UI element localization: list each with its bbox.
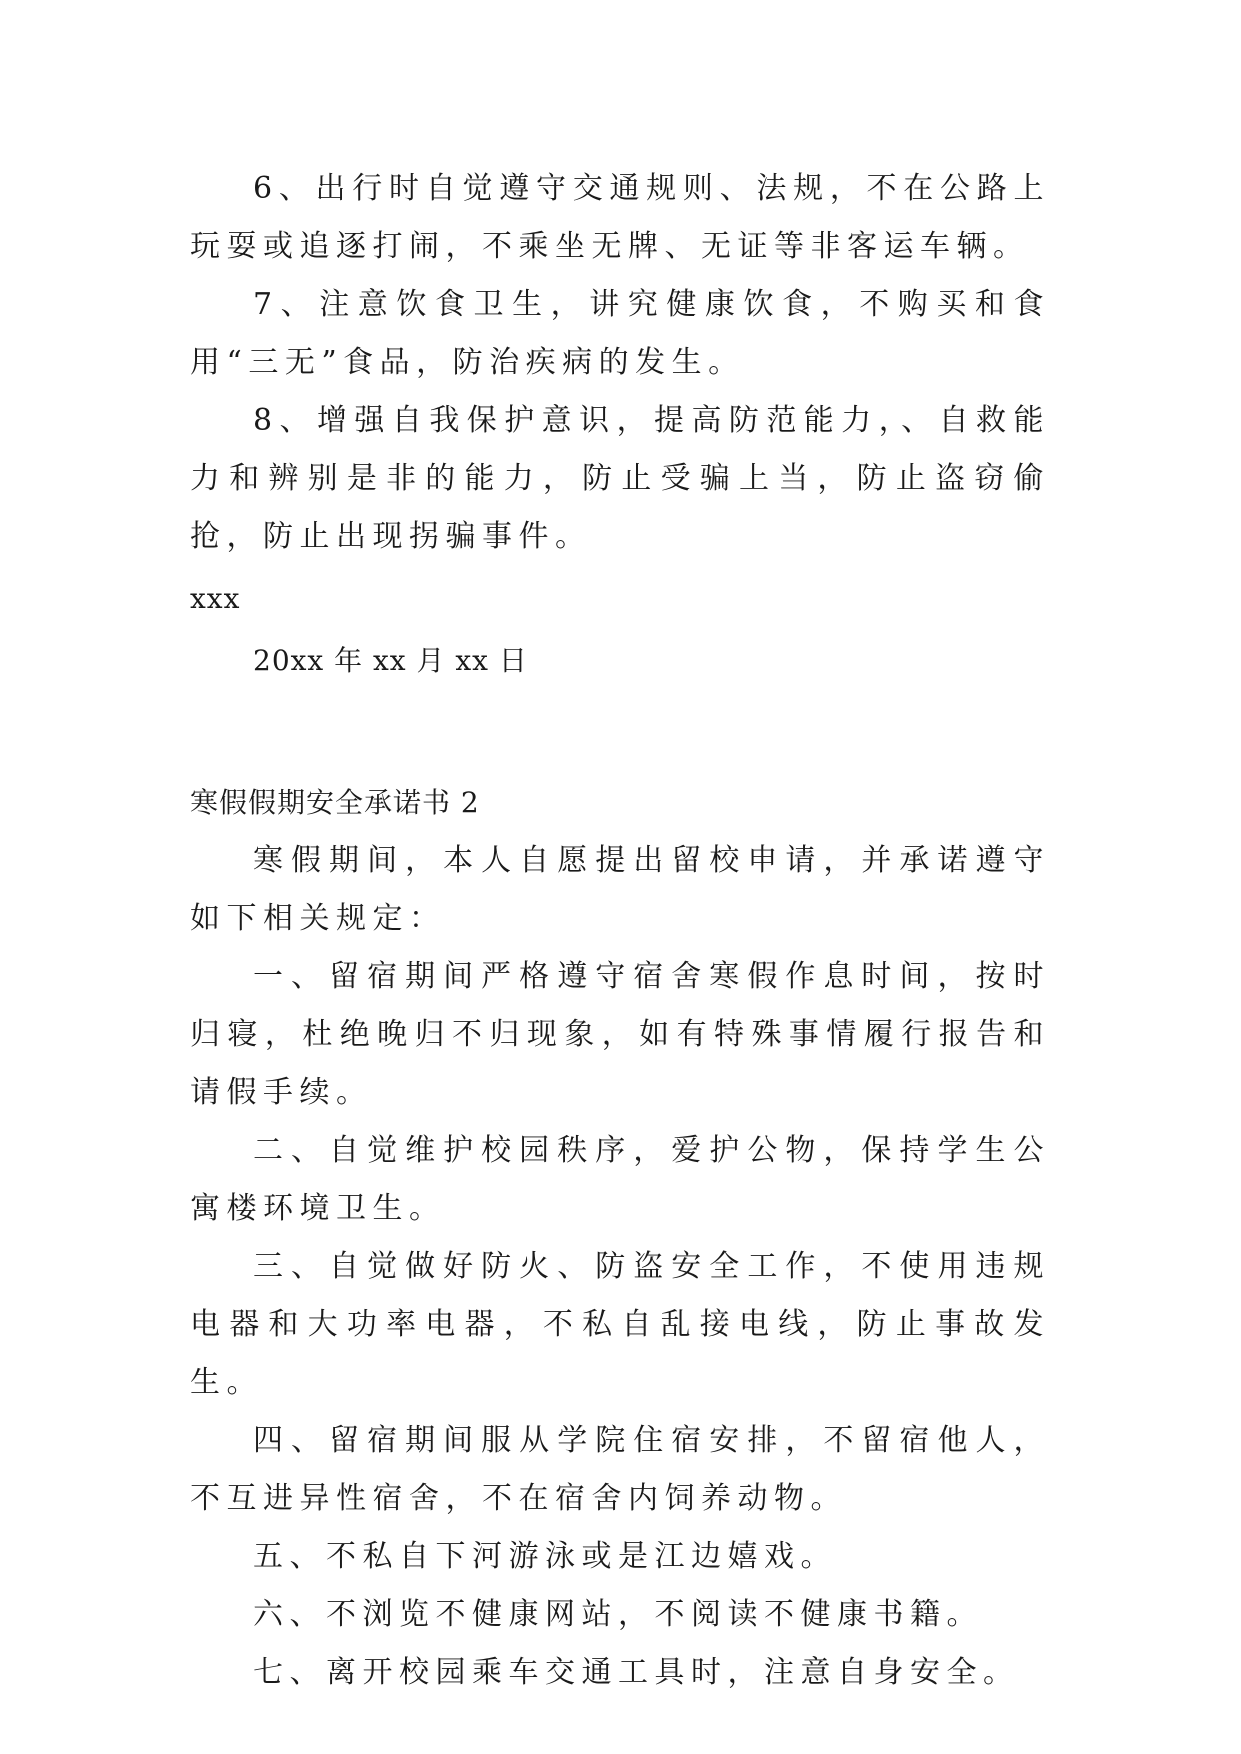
- rule-item-7: 7、注意饮食卫生，讲究健康饮食，不购买和食用“三无”食品，防治疾病的发生。: [190, 287, 1050, 380]
- sign-date: 20xx 年 xx 月 xx 日: [253, 644, 528, 677]
- rule-item-2: 二、自觉维护校园秩序，爱护公物，保持学生公寓楼环境卫生。: [190, 1133, 1050, 1226]
- section-intro: 寒假期间，本人自愿提出留校申请，并承诺遵守如下相关规定：: [190, 843, 1050, 936]
- signer-name: xxx: [190, 582, 241, 615]
- document-page: [190, 160, 1050, 1702]
- rule-item-3: 三、自觉做好防火、防盗安全工作，不使用违规电器和大功率电器，不私自乱接电线，防止事故发生。: [190, 1249, 1050, 1400]
- rule-item-1: 一、留宿期间严格遵守宿舍寒假作息时间，按时归寝，杜绝晚归不归现象，如有特殊事情履行报告和请假手续。: [190, 959, 1050, 1110]
- rule-item-6b: 六、不浏览不健康网站，不阅读不健康书籍。: [253, 1597, 983, 1632]
- section-title: 寒假假期安全承诺书 2: [190, 786, 480, 819]
- rule-item-7b: 七、离开校园乘车交通工具时，注意自身安全。: [253, 1655, 1020, 1690]
- rule-item-4: 四、留宿期间服从学院住宿安排，不留宿他人，不互进异性宿舍，不在宿舍内饲养动物。: [190, 1423, 1050, 1516]
- rule-item-5: 五、不私自下河游泳或是江边嬉戏。: [253, 1539, 837, 1574]
- rule-item-6: 6、出行时自觉遵守交通规则、法规，不在公路上玩耍或追逐打闹，不乘坐无牌、无证等非客运车辆。: [190, 171, 1050, 264]
- rule-item-8: 8、增强自我保护意识，提高防范能力，、自救能力和辨别是非的能力，防止受骗上当，防止盗窃偷抢，防止出现拐骗事件。: [190, 403, 1050, 554]
